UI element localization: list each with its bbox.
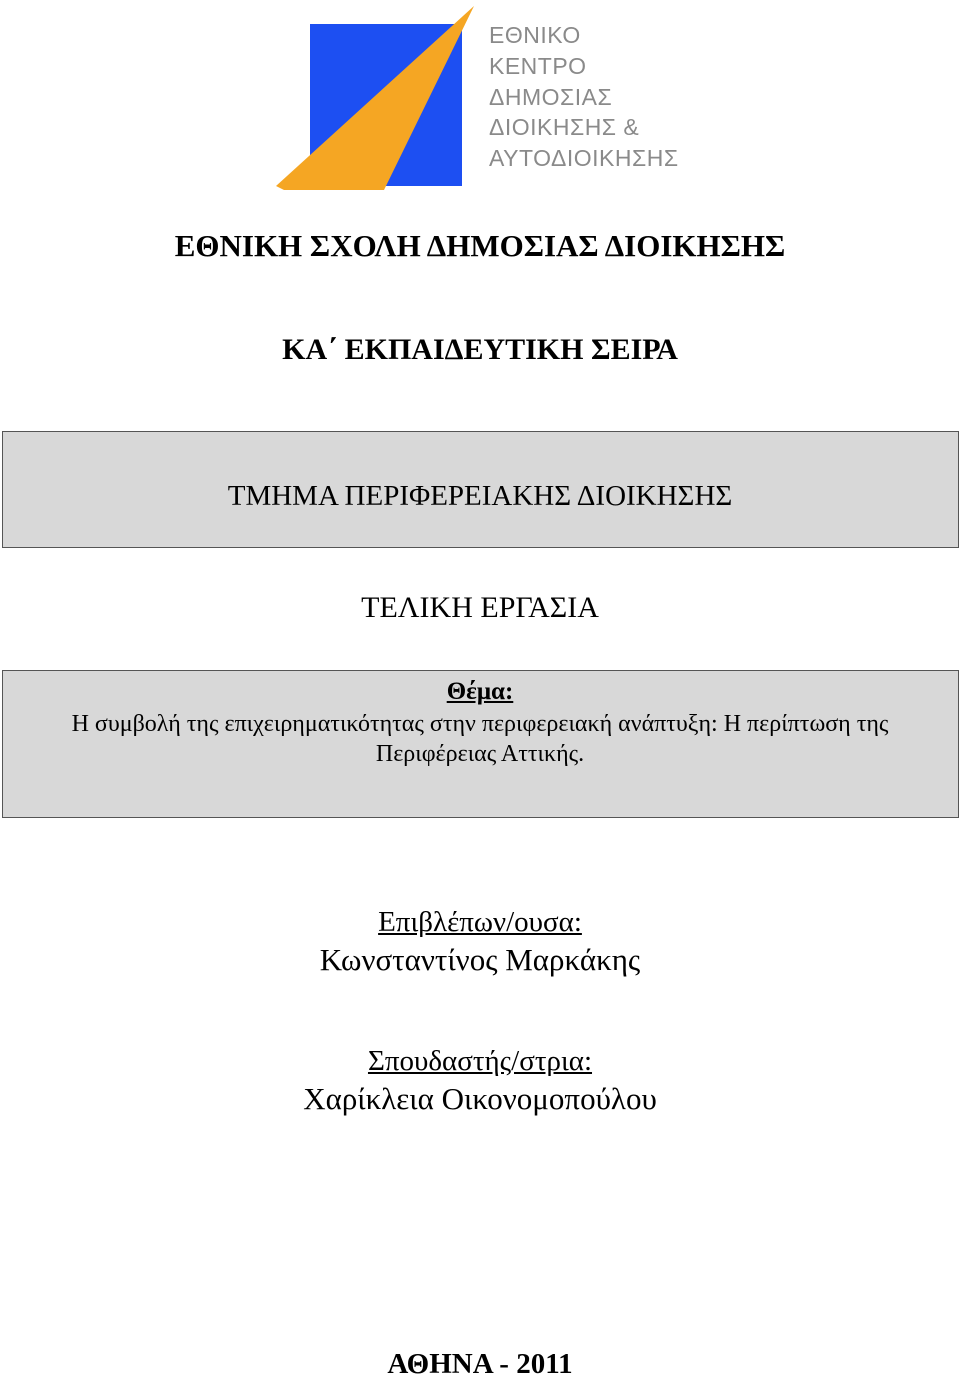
logo-text-line-2: ΚΕΝΤΡΟ xyxy=(489,53,587,79)
student-name: Χαρίκλεια Οικονομοπούλου xyxy=(303,1081,657,1116)
topic-label: Θέμα: xyxy=(446,678,514,705)
logo-text-line-3: ΔΗΜΟΣΙΑΣ xyxy=(489,84,613,110)
department-title: ΤΜΗΜΑ ΠΕΡΙΦΕΡΕΙΑΚΗΣ ΔΙΟΙΚΗΣΗΣ xyxy=(227,480,733,512)
logo-text-line-1: ΕΘΝΙΚΟ xyxy=(489,22,581,48)
supervisor-label: Επιβλέπων/ουσα: xyxy=(378,906,582,938)
series-title: ΚΑ΄ ΕΚΠΑΙΔΕΥΤΙΚΗ ΣΕΙΡΑ xyxy=(282,333,678,366)
logo-text-line-4: ΔΙΟΙΚΗΣΗΣ & xyxy=(489,114,640,140)
footer-city-year: ΑΘΗΝΑ - 2011 xyxy=(387,1348,573,1380)
student-label: Σπουδαστής/στρια: xyxy=(367,1045,593,1077)
topic-text-line-2: Περιφέρειας Αττικής. xyxy=(375,741,585,767)
school-name: ΕΘΝΙΚΗ ΣΧΟΛΗ ΔΗΜΟΣΙΑΣ ΔΙΟΙΚΗΣΗΣ xyxy=(174,228,786,263)
topic-text-line-1: Η συμβολή της επιχειρηματικότητας στην περιφερειακή ανάπτυξη: Η περίπτωση της xyxy=(71,711,889,737)
supervisor-name: Κωνσταντίνος Μαρκάκης xyxy=(319,942,641,977)
logo-text-line-5: ΑΥΤΟΔΙΟΙΚΗΣΗΣ xyxy=(489,145,679,171)
logo-graphic xyxy=(272,4,482,190)
document-type: ΤΕΛΙΚΗ ΕΡΓΑΣΙΑ xyxy=(361,591,599,624)
